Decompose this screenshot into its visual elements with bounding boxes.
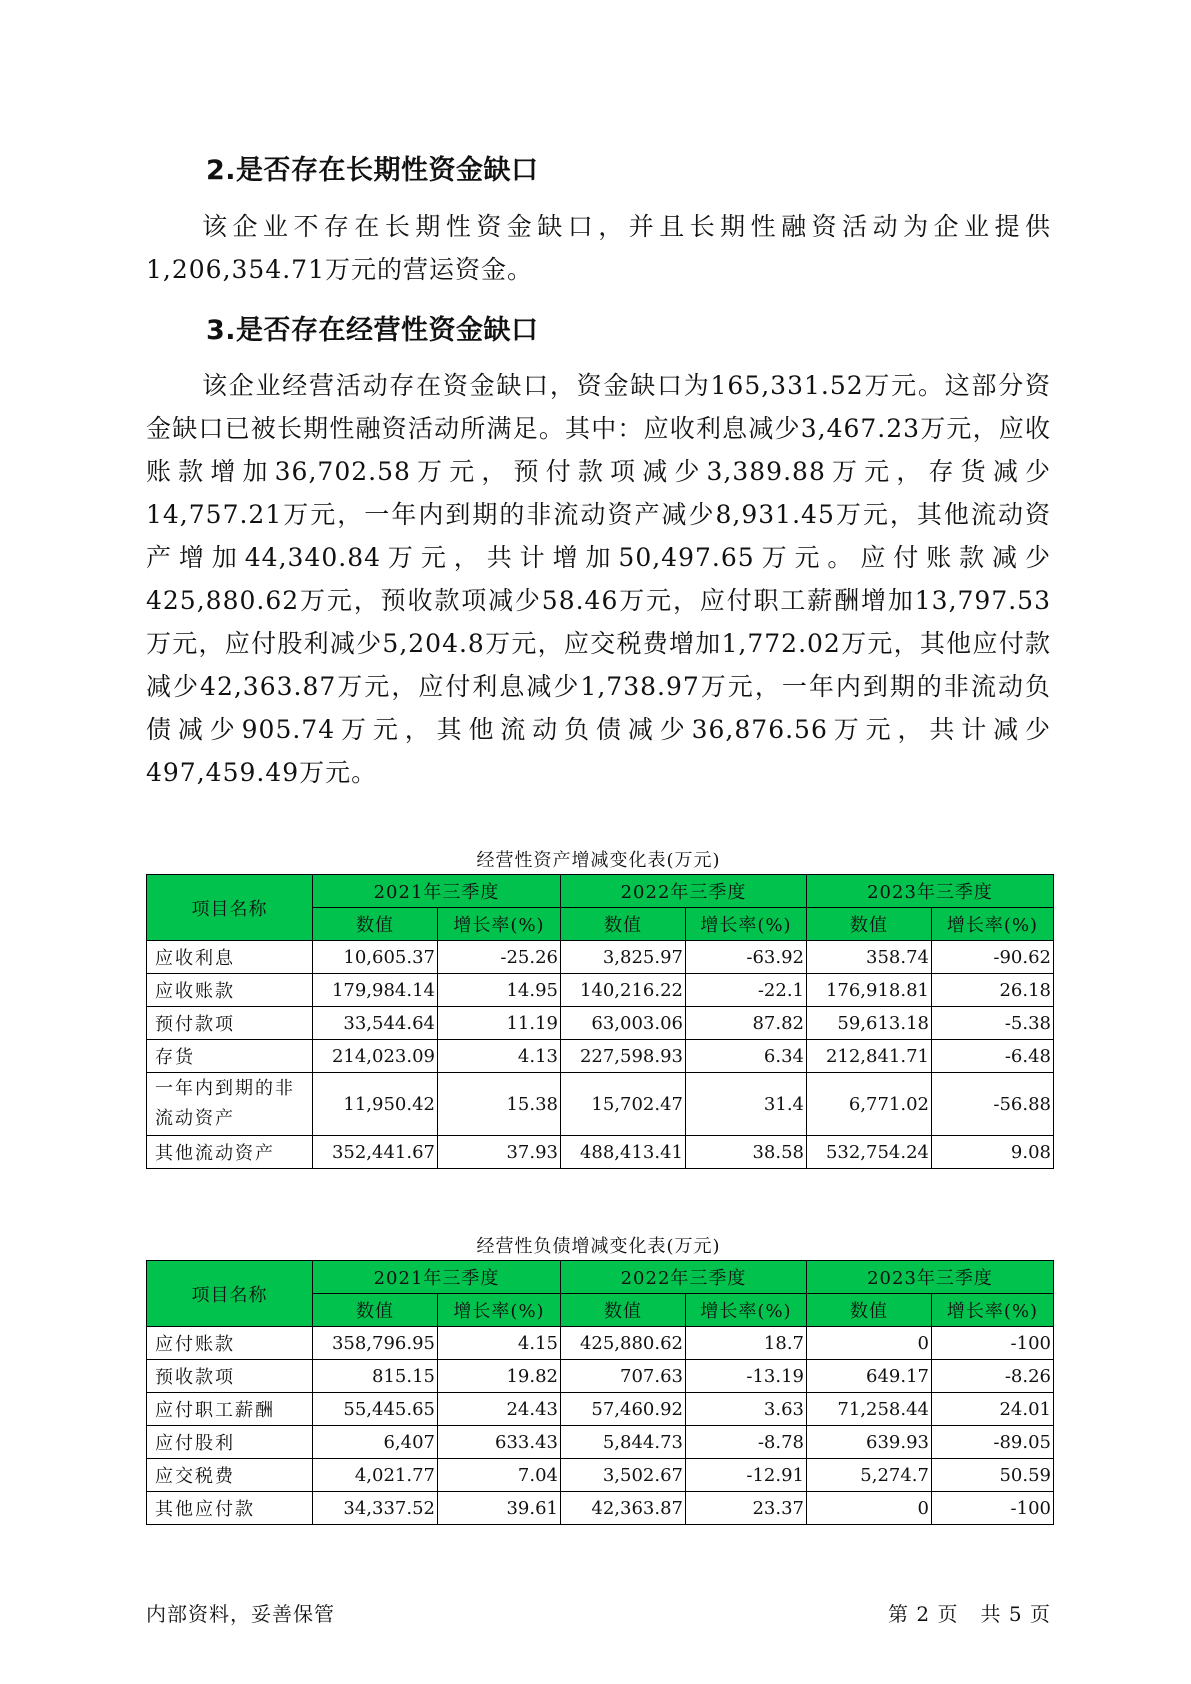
cell-growth: 87.82 xyxy=(686,1007,807,1040)
cell-growth: 6.34 xyxy=(686,1040,807,1073)
header-value: 数值 xyxy=(561,908,686,941)
cell-growth: 23.37 xyxy=(686,1492,807,1525)
cell-growth: -63.92 xyxy=(686,941,807,974)
cell-growth: -100 xyxy=(932,1492,1054,1525)
header-value: 数值 xyxy=(313,908,438,941)
row-label: 其他应付款 xyxy=(147,1492,313,1525)
cell-value: 15,702.47 xyxy=(561,1073,686,1136)
row-label: 预收款项 xyxy=(147,1360,313,1393)
cell-value: 425,880.62 xyxy=(561,1327,686,1360)
cell-growth: 39.61 xyxy=(438,1492,561,1525)
header-item-name: 项目名称 xyxy=(147,875,313,941)
cell-growth: -56.88 xyxy=(932,1073,1054,1136)
cell-growth: 18.7 xyxy=(686,1327,807,1360)
header-period: 2021年三季度 xyxy=(313,1261,561,1294)
cell-growth: 26.18 xyxy=(932,974,1054,1007)
cell-growth: 9.08 xyxy=(932,1136,1054,1169)
cell-value: 707.63 xyxy=(561,1360,686,1393)
header-value: 数值 xyxy=(313,1294,438,1327)
table-row xyxy=(147,1073,1054,1136)
cell-growth: 24.01 xyxy=(932,1393,1054,1426)
cell-value: 3,825.97 xyxy=(561,941,686,974)
footer-page-number: 第 2 页 共 5 页 xyxy=(888,1602,1051,1626)
table-row xyxy=(147,1360,1054,1393)
cell-growth: 4.15 xyxy=(438,1327,561,1360)
row-label: 预付款项 xyxy=(147,1007,313,1040)
cell-value: 42,363.87 xyxy=(561,1492,686,1525)
cell-value: 815.15 xyxy=(313,1360,438,1393)
liabilities-table-caption: 经营性负债增减变化表(万元) xyxy=(476,1236,721,1257)
cell-value: 649.17 xyxy=(807,1360,932,1393)
cell-value: 55,445.65 xyxy=(313,1393,438,1426)
cell-growth: -8.26 xyxy=(932,1360,1054,1393)
row-label: 存货 xyxy=(147,1040,313,1073)
cell-value: 358.74 xyxy=(807,941,932,974)
assets-table-caption: 经营性资产增减变化表(万元) xyxy=(476,850,721,871)
cell-growth: 11.19 xyxy=(438,1007,561,1040)
row-label: 应付职工薪酬 xyxy=(147,1393,313,1426)
cell-value: 140,216.22 xyxy=(561,974,686,1007)
cell-value: 71,258.44 xyxy=(807,1393,932,1426)
table-row xyxy=(147,974,1054,1007)
row-label: 应交税费 xyxy=(147,1459,313,1492)
cell-growth: -100 xyxy=(932,1327,1054,1360)
cell-value: 0 xyxy=(807,1492,932,1525)
cell-growth: 24.43 xyxy=(438,1393,561,1426)
cell-growth: -25.26 xyxy=(438,941,561,974)
cell-growth: -89.05 xyxy=(932,1426,1054,1459)
cell-value: 4,021.77 xyxy=(313,1459,438,1492)
header-growth: 增长率(%) xyxy=(686,1294,807,1327)
section-heading-operating: 3.是否存在经营性资金缺口 xyxy=(206,315,539,346)
cell-value: 6,771.02 xyxy=(807,1073,932,1136)
cell-value: 212,841.71 xyxy=(807,1040,932,1073)
cell-growth: 15.38 xyxy=(438,1073,561,1136)
cell-growth: 31.4 xyxy=(686,1073,807,1136)
cell-growth: 38.58 xyxy=(686,1136,807,1169)
header-growth: 增长率(%) xyxy=(932,1294,1054,1327)
cell-value: 57,460.92 xyxy=(561,1393,686,1426)
cell-growth: 19.82 xyxy=(438,1360,561,1393)
header-period: 2021年三季度 xyxy=(313,875,561,908)
header-period: 2022年三季度 xyxy=(561,1261,807,1294)
cell-value: 6,407 xyxy=(313,1426,438,1459)
section-heading-long-term: 2.是否存在长期性资金缺口 xyxy=(206,155,539,186)
cell-value: 63,003.06 xyxy=(561,1007,686,1040)
header-growth: 增长率(%) xyxy=(438,1294,561,1327)
cell-growth: 7.04 xyxy=(438,1459,561,1492)
table-row xyxy=(147,1393,1054,1426)
footer-confidential-note: 内部资料，妥善保管 xyxy=(146,1602,335,1626)
cell-value: 5,274.7 xyxy=(807,1459,932,1492)
cell-value: 488,413.41 xyxy=(561,1136,686,1169)
cell-growth: 4.13 xyxy=(438,1040,561,1073)
header-item-name: 项目名称 xyxy=(147,1261,313,1327)
cell-growth: -22.1 xyxy=(686,974,807,1007)
row-label: 应收账款 xyxy=(147,974,313,1007)
cell-growth: -90.62 xyxy=(932,941,1054,974)
header-value: 数值 xyxy=(807,1294,932,1327)
cell-value: 227,598.93 xyxy=(561,1040,686,1073)
header-growth: 增长率(%) xyxy=(932,908,1054,941)
cell-growth: -5.38 xyxy=(932,1007,1054,1040)
cell-value: 358,796.95 xyxy=(313,1327,438,1360)
cell-growth: -13.19 xyxy=(686,1360,807,1393)
cell-value: 3,502.67 xyxy=(561,1459,686,1492)
header-growth: 增长率(%) xyxy=(438,908,561,941)
table-row xyxy=(147,941,1054,974)
cell-value: 639.93 xyxy=(807,1426,932,1459)
header-period: 2023年三季度 xyxy=(807,1261,1054,1294)
cell-value: 532,754.24 xyxy=(807,1136,932,1169)
row-label: 其他流动资产 xyxy=(147,1136,313,1169)
table-row xyxy=(147,1492,1054,1525)
header-value: 数值 xyxy=(561,1294,686,1327)
table-row xyxy=(147,1040,1054,1073)
header-period: 2023年三季度 xyxy=(807,875,1054,908)
row-label: 应收利息 xyxy=(147,941,313,974)
cell-value: 11,950.42 xyxy=(313,1073,438,1136)
table-row xyxy=(147,1327,1054,1360)
cell-growth: 37.93 xyxy=(438,1136,561,1169)
table-row xyxy=(147,1459,1054,1492)
table-row xyxy=(147,1136,1054,1169)
cell-value: 5,844.73 xyxy=(561,1426,686,1459)
header-growth: 增长率(%) xyxy=(686,908,807,941)
table-row xyxy=(147,1426,1054,1459)
cell-growth: -12.91 xyxy=(686,1459,807,1492)
assets-table xyxy=(146,874,1054,1169)
header-value: 数值 xyxy=(807,908,932,941)
cell-value: 0 xyxy=(807,1327,932,1360)
paragraph-operating: 该企业经营活动存在资金缺口，资金缺口为165,331.52万元。这部分资金缺口已被长期性融资活动所满足。其中：应收利息减少3,467.23万元，应收账款增加36,702.58万元，预付款项减少3,389.88万元，存货减少14,757.21万元，一年内到期的非流动资产减少8,931.45万元，其他流动资产增加44,340.84万元，共计增加50,497.65万元。应付账款减少425,880.62万元，预收款项减少58.46万元，应付职工薪酬增加13,797.53万元，应付股利减少5,204.8万元，应交税费增加1,772.02万元，其他应付款减少42,363.87万元，应付利息减少1,738.97万元，一年内到期的非流动负债减少905.74万元，其他流动负债减少36,876.56万元，共计减少497,459.49万元。 xyxy=(146,371,1051,787)
cell-value: 179,984.14 xyxy=(313,974,438,1007)
cell-growth: 50.59 xyxy=(932,1459,1054,1492)
row-label: 应付账款 xyxy=(147,1327,313,1360)
cell-growth: -6.48 xyxy=(932,1040,1054,1073)
table-row xyxy=(147,1007,1054,1040)
row-label: 一年内到期的非流动资产 xyxy=(147,1073,313,1136)
cell-value: 352,441.67 xyxy=(313,1136,438,1169)
cell-value: 214,023.09 xyxy=(313,1040,438,1073)
cell-growth: 3.63 xyxy=(686,1393,807,1426)
liabilities-table xyxy=(146,1260,1054,1525)
cell-growth: 633.43 xyxy=(438,1426,561,1459)
row-label: 应付股利 xyxy=(147,1426,313,1459)
cell-value: 59,613.18 xyxy=(807,1007,932,1040)
cell-growth: -8.78 xyxy=(686,1426,807,1459)
cell-value: 10,605.37 xyxy=(313,941,438,974)
cell-growth: 14.95 xyxy=(438,974,561,1007)
cell-value: 33,544.64 xyxy=(313,1007,438,1040)
paragraph-long-term: 该企业不存在长期性资金缺口，并且长期性融资活动为企业提供1,206,354.71万元的营运资金。 xyxy=(146,212,1051,284)
cell-value: 176,918.81 xyxy=(807,974,932,1007)
cell-value: 34,337.52 xyxy=(313,1492,438,1525)
header-period: 2022年三季度 xyxy=(561,875,807,908)
